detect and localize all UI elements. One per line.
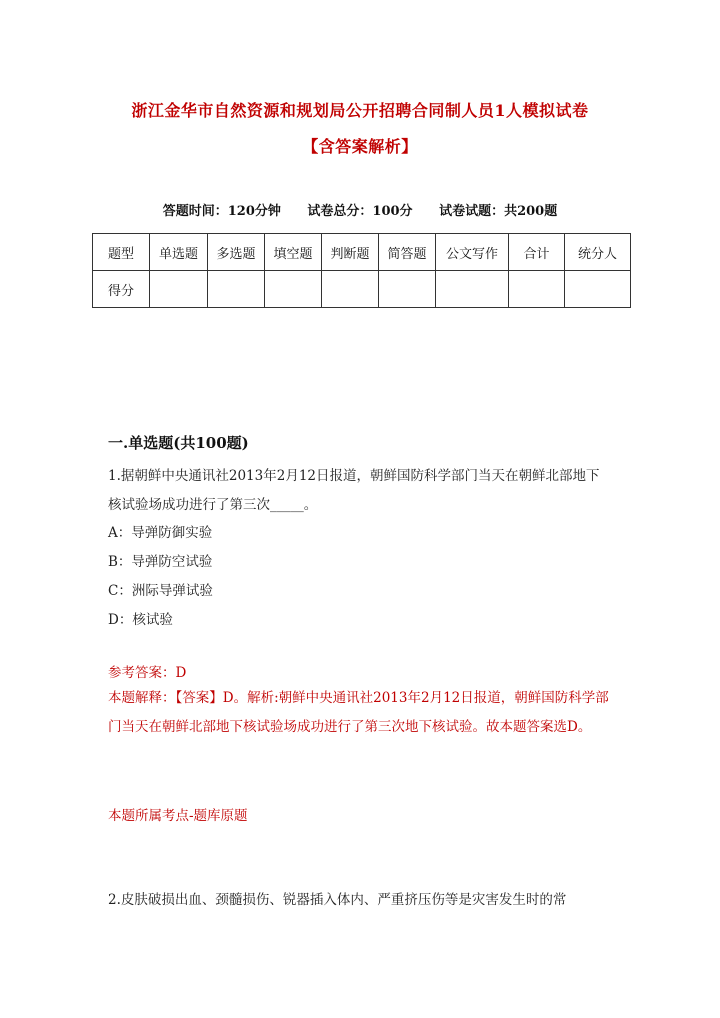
score-table-header-row xyxy=(93,234,631,271)
score-header-cell: 合计 xyxy=(509,234,565,271)
score-cell[interactable] xyxy=(265,271,322,308)
question-1-option-c: C：洲际导弹试验 xyxy=(108,583,213,599)
question-1-stem: 1.据朝鲜中央通讯社2013年2月12日报道，朝鲜国防科学部门当天在朝鲜北部地下核试验场成功进行了第三次_____。 xyxy=(108,468,600,513)
question-1-knowledge-point: 本题所属考点-题库原题 xyxy=(108,808,248,824)
exam-time: 答题时间：120分钟 xyxy=(162,204,281,219)
exam-total-score: 试卷总分：100分 xyxy=(307,204,413,219)
score-table xyxy=(92,233,631,308)
score-header-cell: 填空题 xyxy=(265,234,322,271)
exam-title: 浙江金华市自然资源和规划局公开招聘合同制人员1人模拟试卷 xyxy=(131,101,589,120)
score-cell[interactable] xyxy=(509,271,565,308)
question-1-option-d: D：核试验 xyxy=(108,612,173,628)
section-title: 一.单选题(共100题) xyxy=(108,434,249,452)
exam-meta xyxy=(60,200,660,219)
score-header-cell: 单选题 xyxy=(150,234,208,271)
score-cell[interactable] xyxy=(379,271,436,308)
score-cell[interactable] xyxy=(436,271,509,308)
question-1-explanation: 本题解释：【答案】D。解析:朝鲜中央通讯社2013年2月12日报道，朝鲜国防科学部门当天在朝鲜北部地下核试验场成功进行了第三次地下核试验。故本题答案选D。 xyxy=(108,690,609,735)
score-cell[interactable] xyxy=(565,271,631,308)
score-header-cell: 题型 xyxy=(93,234,150,271)
question-1-answer: 参考答案：D xyxy=(108,665,187,681)
score-cell[interactable] xyxy=(322,271,379,308)
score-header-cell: 统分人 xyxy=(565,234,631,271)
question-2-stem: 2.皮肤破损出血、颈髓损伤、锐器插入体内、严重挤压伤等是灾害发生时的常 xyxy=(108,892,567,908)
score-header-cell: 判断题 xyxy=(322,234,379,271)
score-header-cell: 公文写作 xyxy=(436,234,509,271)
score-cell[interactable] xyxy=(208,271,265,308)
question-1-option-b: B：导弹防空试验 xyxy=(108,554,213,570)
score-row-label: 得分 xyxy=(93,271,150,308)
exam-question-count: 试卷试题：共200题 xyxy=(439,204,558,219)
score-header-cell: 简答题 xyxy=(379,234,436,271)
question-1-option-a: A：导弹防御实验 xyxy=(108,525,213,541)
score-header-cell: 多选题 xyxy=(208,234,265,271)
score-cell[interactable] xyxy=(150,271,208,308)
exam-subtitle: 【含答案解析】 xyxy=(302,137,418,156)
score-table-score-row xyxy=(93,271,631,308)
